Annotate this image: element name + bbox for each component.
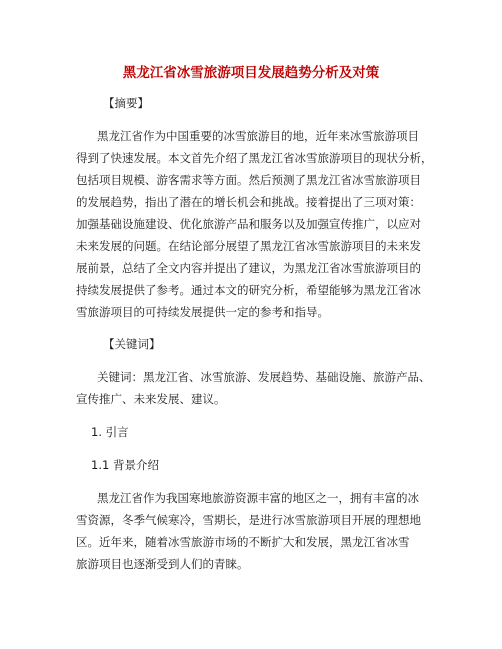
abstract-line: 包括项目规模、游客需求等方面。然后预测了黑龙江省冰雪旅游项目 xyxy=(76,173,421,187)
abstract-line: 的发展趋势，指出了潜在的增长机会和挑战。接着提出了三项对策： xyxy=(76,195,421,209)
document-title: 黑龙江省冰雪旅游项目发展趋势分析及对策 xyxy=(122,65,380,81)
body-line: 区。近年来，随着冰雪旅游市场的不断扩大和发展，黑龙江省冰雪 xyxy=(76,535,410,549)
abstract-line: 得到了快速发展。本文首先介绍了黑龙江省冰雪旅游项目的现状分析， xyxy=(76,151,433,165)
body-line: 黑龙江省作为我国寒地旅游资源丰富的地区之一，拥有丰富的冰 xyxy=(97,491,419,505)
subsection-heading: 1.1 背景介绍 xyxy=(91,458,159,472)
abstract-line: 雪旅游项目的可持续发展提供一定的参考和指导。 xyxy=(76,305,329,319)
keywords-line: 关键词：黑龙江省、冰雪旅游、发展趋势、基础设施、旅游产品、 xyxy=(97,370,431,384)
abstract-line: 加强基础设施建设、优化旅游产品和服务以及加强宣传推广，以应对 xyxy=(76,217,421,231)
abstract-label: 【摘要】 xyxy=(103,96,149,110)
body-line: 旅游项目也逐渐受到人们的青睐。 xyxy=(76,557,249,571)
section-heading: 1. 引言 xyxy=(91,425,129,439)
abstract-line: 黑龙江省作为中国重要的冰雪旅游目的地，近年来冰雪旅游项目 xyxy=(97,129,419,143)
abstract-line: 持续发展提供了参考。通过本文的研究分析，希望能够为黑龙江省冰 xyxy=(76,283,421,297)
abstract-line: 展前景，总结了全文内容并提出了建议，为黑龙江省冰雪旅游项目的 xyxy=(76,261,421,275)
keywords-label: 【关键词】 xyxy=(103,337,161,351)
keywords-line: 宣传推广、未来发展、建议。 xyxy=(76,392,226,406)
abstract-line: 未来发展的问题。在结论部分展望了黑龙江省冰雪旅游项目的未来发 xyxy=(76,239,421,253)
body-line: 雪资源，冬季气候寒冷，雪期长，是进行冰雪旅游项目开展的理想地 xyxy=(76,513,421,527)
